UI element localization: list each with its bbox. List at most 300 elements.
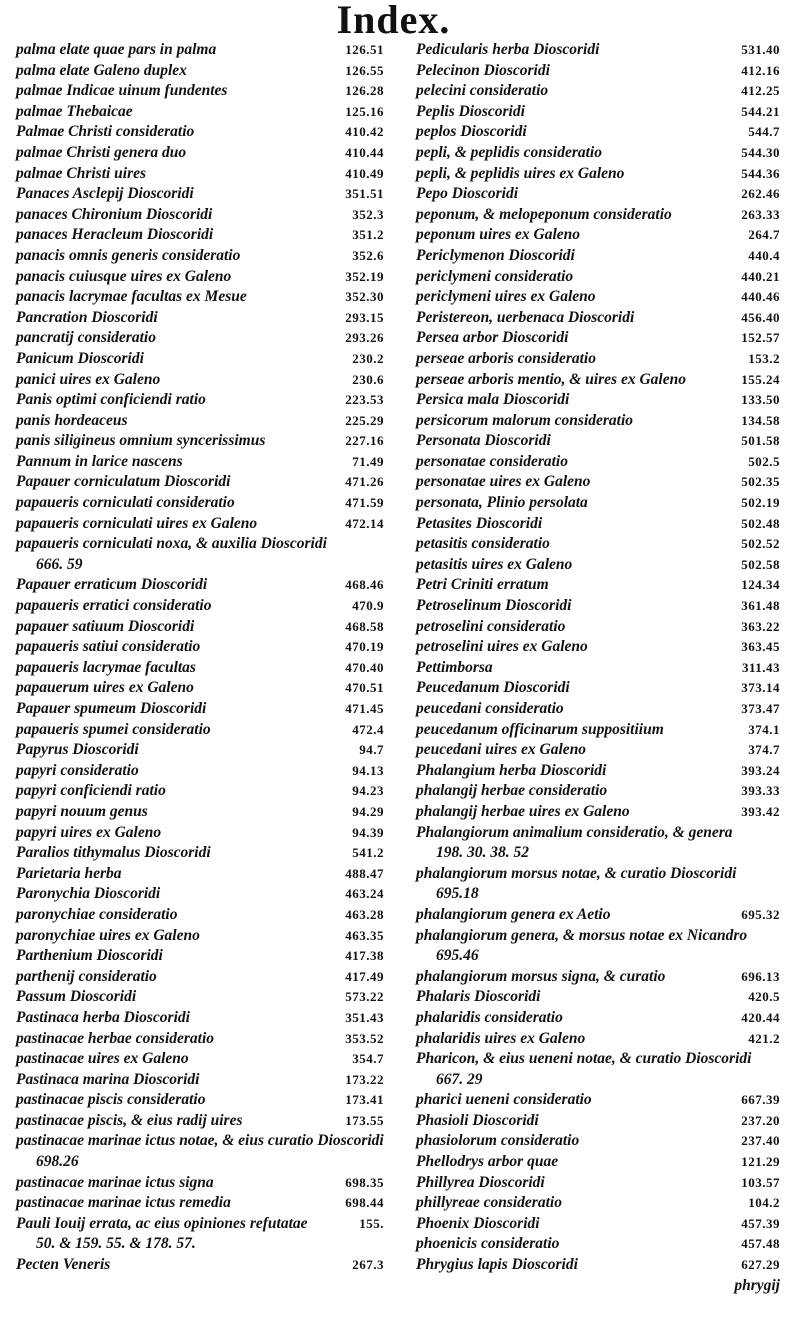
index-entry — [416, 946, 780, 967]
index-entry — [416, 472, 780, 493]
entry-page-ref: 126.28 — [345, 83, 384, 99]
entry-text: phasiolorum consideratio — [416, 1132, 580, 1150]
entry-text: pepli, & peplidis consideratio — [416, 143, 602, 161]
entry-text: palmae Christi genera duo — [16, 143, 187, 161]
index-entry — [16, 843, 384, 864]
entry-page-ref: 502.19 — [741, 495, 780, 511]
index-entry — [416, 1131, 780, 1152]
entry-page-ref: 440.21 — [741, 268, 780, 284]
entry-text: pastinacae herbae consideratio — [16, 1029, 215, 1047]
entry-text: Parietaria herba — [16, 864, 122, 882]
index-entry — [416, 143, 780, 164]
entry-page-ref: 351.51 — [345, 186, 384, 202]
index-entry — [16, 40, 384, 61]
index-entry — [16, 122, 384, 143]
entry-text: Personata Dioscoridi — [416, 432, 551, 450]
entry-page-ref: 125.16 — [345, 103, 384, 119]
index-entry — [16, 1029, 384, 1050]
index-entry — [16, 658, 384, 679]
entry-page-ref: 230.2 — [352, 350, 384, 366]
entry-page-ref: 573.22 — [345, 989, 384, 1005]
entry-text: peucedani consideratio — [416, 700, 564, 717]
index-entry — [16, 1152, 384, 1173]
index-entry — [416, 617, 780, 638]
entry-page-ref: 353.52 — [345, 1030, 384, 1046]
entry-page-ref: 393.33 — [741, 783, 780, 799]
entry-page-ref: 470.19 — [345, 639, 384, 655]
entry-text: parthenij consideratio — [16, 967, 157, 985]
entry-text: petroselini uires ex Galeno — [416, 638, 588, 656]
entry-text: pastinacae marinae ictus notae, & eius curatio Dioscoridi — [16, 1132, 384, 1150]
entry-text: 50. & 159. 55. & 178. 57. — [36, 1235, 196, 1253]
entry-page-ref: 237.20 — [741, 1112, 780, 1128]
entry-page-ref: 471.45 — [345, 701, 384, 716]
entry-text: Panis optimi conficiendi ratio — [16, 391, 206, 409]
entry-page-ref: 544.7 — [748, 124, 780, 140]
entry-text: 666. 59 — [36, 555, 83, 573]
index-entry — [416, 514, 780, 535]
entry-text: Persica mala Dioscoridi — [416, 391, 570, 409]
entry-text: panacis cuiusque uires ex Galeno — [16, 267, 232, 285]
entry-page-ref: 126.51 — [345, 42, 384, 57]
index-entry — [16, 967, 384, 988]
entry-text: paronychiae uires ex Galeno — [16, 926, 200, 944]
entry-text: papyri uires ex Galeno — [16, 823, 162, 841]
entry-page-ref: 133.50 — [741, 392, 780, 408]
entry-page-ref: 94.23 — [352, 783, 384, 799]
entry-text: phalaridis consideratio — [416, 1008, 563, 1026]
entry-page-ref: 410.44 — [345, 144, 384, 160]
entry-page-ref: 544.30 — [741, 144, 780, 160]
entry-page-ref: 173.22 — [345, 1071, 384, 1087]
entry-page-ref: 94.39 — [352, 824, 384, 840]
entry-text: 198. 30. 38. 52 — [436, 844, 529, 862]
index-entry — [16, 699, 384, 720]
entry-text: phalangiorum morsus signa, & curatio — [416, 967, 666, 985]
index-entry — [416, 349, 780, 370]
entry-page-ref: 153.2 — [748, 350, 780, 366]
entry-page-ref: 94.13 — [352, 762, 384, 778]
index-entry — [16, 637, 384, 658]
entry-text: phalangij herbae uires ex Galeno — [416, 802, 630, 820]
entry-text: papaueris satiui consideratio — [16, 638, 201, 656]
entry-text: Papauer spumeum Dioscoridi — [16, 700, 207, 717]
entry-page-ref: 502.48 — [741, 515, 780, 531]
entry-text: panacis omnis generis consideratio — [16, 246, 241, 264]
entry-text: peucedani uires ex Galeno — [416, 741, 587, 759]
entry-page-ref: 267.3 — [352, 1257, 384, 1273]
entry-page-ref: 544.36 — [741, 165, 780, 181]
index-entry — [416, 678, 780, 699]
entry-page-ref: 71.49 — [352, 453, 384, 469]
entry-text: pastinacae marinae ictus remedia — [16, 1194, 231, 1212]
entry-page-ref: 293.15 — [345, 309, 384, 325]
entry-text: Papauer corniculatum Dioscoridi — [16, 473, 231, 491]
index-entry — [416, 122, 780, 143]
entry-text: Phasioli Dioscoridi — [416, 1111, 539, 1129]
index-entry — [16, 1090, 384, 1111]
index-entry — [416, 431, 780, 452]
entry-text: Pannum in larice nascens — [16, 452, 183, 470]
index-entry — [416, 823, 780, 844]
index-entry — [416, 802, 780, 823]
index-entry — [16, 864, 384, 885]
index-entry — [16, 555, 384, 576]
entry-text: perseae arboris mentio, & uires ex Galeno — [416, 370, 686, 388]
index-entry — [416, 905, 780, 926]
entry-text: panaces Heracleum Dioscoridi — [16, 226, 214, 244]
entry-page-ref: 502.5 — [748, 453, 780, 469]
entry-text: paronychiae consideratio — [16, 905, 178, 923]
index-entry — [416, 637, 780, 658]
entry-page-ref: 421.2 — [748, 1030, 780, 1046]
index-entry — [416, 658, 780, 679]
entry-page-ref: 502.52 — [741, 536, 780, 552]
index-entry — [416, 1234, 780, 1255]
entry-page-ref: 627.29 — [741, 1257, 780, 1273]
entry-text: periclymeni consideratio — [416, 267, 574, 285]
entry-page-ref: 440.46 — [741, 289, 780, 305]
entry-text: 698.26 — [36, 1153, 79, 1171]
index-entry — [416, 1008, 780, 1029]
index-entry — [16, 370, 384, 391]
index-entry — [416, 267, 780, 288]
entry-text: Pancration Dioscoridi — [16, 308, 158, 326]
entry-page-ref: 262.46 — [741, 186, 780, 202]
index-entry — [16, 781, 384, 802]
entry-page-ref: 134.58 — [741, 412, 780, 428]
index-entry — [16, 1173, 384, 1194]
entry-page-ref: 470.9 — [352, 598, 384, 614]
entry-page-ref: 393.42 — [741, 803, 780, 819]
entry-page-ref: 374.7 — [748, 742, 780, 758]
entry-text: pharici ueneni consideratio — [416, 1091, 592, 1109]
entry-text: petasitis uires ex Galeno — [416, 555, 573, 573]
index-entry — [16, 328, 384, 349]
entry-text: Periclymenon Dioscoridi — [416, 246, 575, 264]
entry-text: Phoenix Dioscoridi — [416, 1214, 540, 1232]
index-entry — [416, 699, 780, 720]
entry-text: papaueris corniculati uires ex Galeno — [16, 514, 258, 532]
index-entry — [16, 1214, 384, 1235]
entry-page-ref: 412.25 — [741, 83, 780, 99]
index-entry — [416, 164, 780, 185]
entry-text: Peplis Dioscoridi — [416, 102, 525, 120]
index-entry — [16, 617, 384, 638]
entry-text: personatae uires ex Galeno — [416, 473, 591, 491]
entry-text: Pecten Veneris — [16, 1256, 111, 1274]
entry-text: Pastinaca herba Dioscoridi — [16, 1008, 190, 1026]
index-entry — [416, 781, 780, 802]
entry-text: panis hordeaceus — [16, 411, 128, 429]
entry-page-ref: 410.49 — [345, 165, 384, 181]
entry-page-ref: 124.34 — [741, 577, 780, 593]
index-entry — [416, 225, 780, 246]
index-entry — [416, 967, 780, 988]
entry-page-ref: 410.42 — [345, 124, 384, 140]
entry-text: pancratij consideratio — [16, 329, 156, 347]
entry-text: 695.46 — [436, 947, 479, 965]
entry-page-ref: 471.26 — [345, 474, 384, 490]
index-entry — [416, 884, 780, 905]
entry-page-ref: 667.39 — [741, 1092, 780, 1108]
entry-page-ref: 457.48 — [741, 1236, 780, 1252]
entry-page-ref: 440.4 — [748, 247, 780, 263]
entry-page-ref: 698.44 — [345, 1195, 384, 1211]
index-entry — [16, 678, 384, 699]
entry-page-ref: 94.7 — [359, 742, 384, 758]
entry-text: Phalangiorum animalium consideratio, & genera — [416, 823, 733, 841]
index-entry — [16, 514, 384, 535]
index-column-left — [16, 40, 384, 1276]
entry-page-ref: 468.46 — [345, 577, 384, 593]
entry-page-ref: 352.6 — [352, 247, 384, 263]
entry-text: palmae Thebaicae — [16, 102, 133, 120]
index-entry — [416, 1090, 780, 1111]
entry-text: phoenicis consideratio — [416, 1235, 560, 1253]
entry-page-ref: 352.30 — [345, 289, 384, 305]
index-entry — [16, 225, 384, 246]
index-entry — [416, 102, 780, 123]
entry-page-ref: 237.40 — [741, 1133, 780, 1149]
index-entry — [416, 328, 780, 349]
index-entry — [16, 1049, 384, 1070]
entry-text: Papyrus Dioscoridi — [16, 741, 139, 759]
entry-text: peponum uires ex Galeno — [416, 226, 581, 244]
entry-text: Papauer erraticum Dioscoridi — [16, 576, 208, 594]
entry-page-ref: 456.40 — [741, 309, 780, 325]
entry-text: Phrygius lapis Dioscoridi — [416, 1256, 578, 1274]
index-entry — [416, 575, 780, 596]
index-entry — [16, 349, 384, 370]
entry-text: Peucedanum Dioscoridi — [416, 679, 570, 697]
entry-page-ref: 155.24 — [741, 371, 780, 387]
index-entry — [16, 720, 384, 741]
entry-page-ref: 463.35 — [345, 927, 384, 943]
entry-page-ref: 263.33 — [741, 206, 780, 222]
index-entry — [16, 287, 384, 308]
index-entry — [416, 287, 780, 308]
entry-page-ref: 225.29 — [345, 412, 384, 428]
index-entry — [16, 61, 384, 82]
entry-page-ref: 363.22 — [741, 618, 780, 634]
entry-page-ref: 152.57 — [741, 330, 780, 346]
entry-text: palma elate Galeno duplex — [16, 61, 187, 79]
index-entry — [16, 823, 384, 844]
entry-page-ref: 230.6 — [352, 371, 384, 387]
entry-page-ref: 126.55 — [345, 62, 384, 78]
entry-page-ref: 373.47 — [741, 701, 780, 716]
entry-text: papyri nouum genus — [16, 802, 148, 820]
entry-page-ref: 468.58 — [345, 618, 384, 634]
index-entry — [416, 596, 780, 617]
entry-text: personata, Plinio persolata — [416, 494, 588, 512]
entry-text: Panaces Asclepij Dioscoridi — [16, 185, 194, 203]
entry-text: phalangiorum genera, & morsus notae ex Nicandro — [416, 926, 748, 944]
entry-text: Phillyrea Dioscoridi — [416, 1173, 545, 1191]
entry-text: 695.18 — [436, 885, 479, 903]
index-entry — [16, 472, 384, 493]
index-entry — [16, 1008, 384, 1029]
entry-page-ref: 293.26 — [345, 330, 384, 346]
index-entry — [416, 390, 780, 411]
entry-page-ref: 698.35 — [345, 1174, 384, 1190]
entry-text: palmae Christi uires — [16, 164, 147, 182]
entry-text: pastinacae piscis consideratio — [16, 1091, 206, 1109]
index-entry — [416, 1070, 780, 1091]
index-entry — [16, 1255, 384, 1276]
entry-text: panis siligineus omnium syncerissimus — [16, 432, 266, 450]
index-entry — [16, 596, 384, 617]
entry-text: Parthenium Dioscoridi — [16, 947, 163, 965]
index-entry — [16, 143, 384, 164]
index-entry — [416, 1049, 780, 1070]
entry-page-ref: 354.7 — [352, 1051, 384, 1067]
entry-text: palma elate quae pars in palma — [16, 41, 217, 58]
index-entry — [16, 1070, 384, 1091]
entry-text: papaueris lacrymae facultas — [16, 658, 196, 676]
index-entry — [16, 1111, 384, 1132]
index-entry — [16, 987, 384, 1008]
entry-page-ref: 420.44 — [741, 1009, 780, 1025]
index-entry — [416, 370, 780, 391]
entry-text: phrygij — [734, 1276, 780, 1294]
index-entry — [16, 740, 384, 761]
entry-page-ref: 544.21 — [741, 103, 780, 119]
index-entry — [16, 102, 384, 123]
entry-text: papyri consideratio — [16, 761, 139, 779]
entry-page-ref: 531.40 — [741, 42, 780, 57]
entry-text: Palmae Christi consideratio — [16, 123, 195, 141]
entry-page-ref: 463.28 — [345, 906, 384, 922]
entry-text: petroselini consideratio — [416, 617, 566, 635]
entry-page-ref: 463.24 — [345, 886, 384, 902]
entry-text: Pedicularis herba Dioscoridi — [416, 41, 600, 58]
index-entry — [416, 452, 780, 473]
entry-text: pelecini consideratio — [416, 82, 549, 100]
index-entry — [16, 205, 384, 226]
entry-text: papaueris erratici consideratio — [16, 597, 212, 615]
entry-page-ref: 412.16 — [741, 62, 780, 78]
entry-page-ref: 696.13 — [741, 968, 780, 984]
entry-text: petasitis consideratio — [416, 535, 550, 553]
entry-page-ref: 223.53 — [345, 392, 384, 408]
entry-text: persicorum malorum consideratio — [416, 411, 634, 429]
index-entry — [416, 308, 780, 329]
entry-page-ref: 121.29 — [741, 1154, 780, 1170]
entry-page-ref: 457.39 — [741, 1215, 780, 1231]
entry-text: Phalaris Dioscoridi — [416, 988, 541, 1006]
entry-text: Pastinaca marina Dioscoridi — [16, 1070, 200, 1088]
entry-page-ref: 94.29 — [352, 803, 384, 819]
entry-text: peponum, & melopeponum consideratio — [416, 205, 672, 223]
index-entry — [416, 1214, 780, 1235]
entry-page-ref: 470.40 — [345, 659, 384, 675]
entry-text: Pepo Dioscoridi — [416, 185, 519, 203]
index-entry — [16, 946, 384, 967]
entry-text: 667. 29 — [436, 1070, 483, 1088]
entry-page-ref: 541.2 — [352, 845, 384, 861]
index-entry — [16, 926, 384, 947]
index-entry — [416, 246, 780, 267]
entry-text: papaueris corniculati noxa, & auxilia Dioscoridi — [16, 535, 327, 553]
index-entry — [16, 452, 384, 473]
entry-page-ref: 351.43 — [345, 1009, 384, 1025]
index-entry — [416, 987, 780, 1008]
index-entry — [416, 843, 780, 864]
entry-text: Paralios tithymalus Dioscoridi — [16, 844, 211, 862]
entry-page-ref: 417.49 — [345, 968, 384, 984]
entry-text: pastinacae uires ex Galeno — [16, 1050, 189, 1068]
entry-page-ref: 264.7 — [748, 227, 780, 243]
entry-page-ref: 227.16 — [345, 433, 384, 449]
index-entry — [16, 246, 384, 267]
index-entry — [16, 81, 384, 102]
entry-text: Pettimborsa — [416, 658, 493, 676]
index-entry — [16, 390, 384, 411]
entry-text: phillyreae consideratio — [416, 1194, 562, 1212]
entry-text: pepli, & peplidis uires ex Galeno — [416, 164, 625, 182]
entry-text: Phellodrys arbor quae — [416, 1153, 559, 1171]
index-entry — [416, 720, 780, 741]
entry-page-ref: 155. — [359, 1215, 384, 1231]
entry-text: palmae Indicae uinum fundentes — [16, 82, 228, 100]
entry-text: papyri conficiendi ratio — [16, 782, 166, 800]
index-entry — [16, 308, 384, 329]
index-entry — [416, 761, 780, 782]
entry-text: Pelecinon Dioscoridi — [416, 61, 550, 79]
entry-page-ref: 472.4 — [352, 721, 384, 737]
entry-text: Phalangium herba Dioscoridi — [416, 761, 607, 779]
index-entry — [16, 575, 384, 596]
entry-page-ref: 103.57 — [741, 1174, 780, 1190]
entry-text: perseae arboris consideratio — [416, 349, 596, 367]
entry-text: Pauli Iouij errata, ac eius opiniones refutatae — [16, 1214, 308, 1232]
index-entry — [416, 1111, 780, 1132]
entry-page-ref: 104.2 — [748, 1195, 780, 1211]
entry-page-ref: 472.14 — [345, 515, 384, 531]
entry-text: Pharicon, & eius ueneni notae, & curatio Dioscoridi — [416, 1050, 752, 1068]
entry-page-ref: 417.38 — [345, 948, 384, 964]
entry-text: Petroselinum Dioscoridi — [416, 597, 572, 615]
entry-page-ref: 470.51 — [345, 680, 384, 696]
index-entry — [16, 184, 384, 205]
entry-text: papaueris corniculati consideratio — [16, 494, 235, 512]
index-entry — [16, 884, 384, 905]
index-entry — [416, 184, 780, 205]
index-entry — [16, 431, 384, 452]
index-entry — [416, 740, 780, 761]
entry-text: periclymeni uires ex Galeno — [416, 288, 596, 306]
entry-text: pastinacae piscis, & eius radij uires — [16, 1111, 243, 1129]
index-entry — [16, 534, 384, 555]
entry-text: panici uires ex Galeno — [16, 370, 161, 388]
entry-page-ref: 173.41 — [345, 1092, 384, 1108]
index-entry — [16, 493, 384, 514]
entry-page-ref: 393.24 — [741, 762, 780, 778]
entry-page-ref: 373.14 — [741, 680, 780, 696]
entry-page-ref: 363.45 — [741, 639, 780, 655]
entry-text: panaces Chironium Dioscoridi — [16, 205, 213, 223]
index-entry — [16, 267, 384, 288]
entry-page-ref: 471.59 — [345, 495, 384, 511]
entry-text: papauerum uires ex Galeno — [16, 679, 194, 697]
entry-text: papaueris spumei consideratio — [16, 720, 211, 738]
index-entry — [16, 411, 384, 432]
entry-text: phalaridis uires ex Galeno — [416, 1029, 586, 1047]
index-entry — [416, 205, 780, 226]
index-entry — [16, 1234, 384, 1255]
